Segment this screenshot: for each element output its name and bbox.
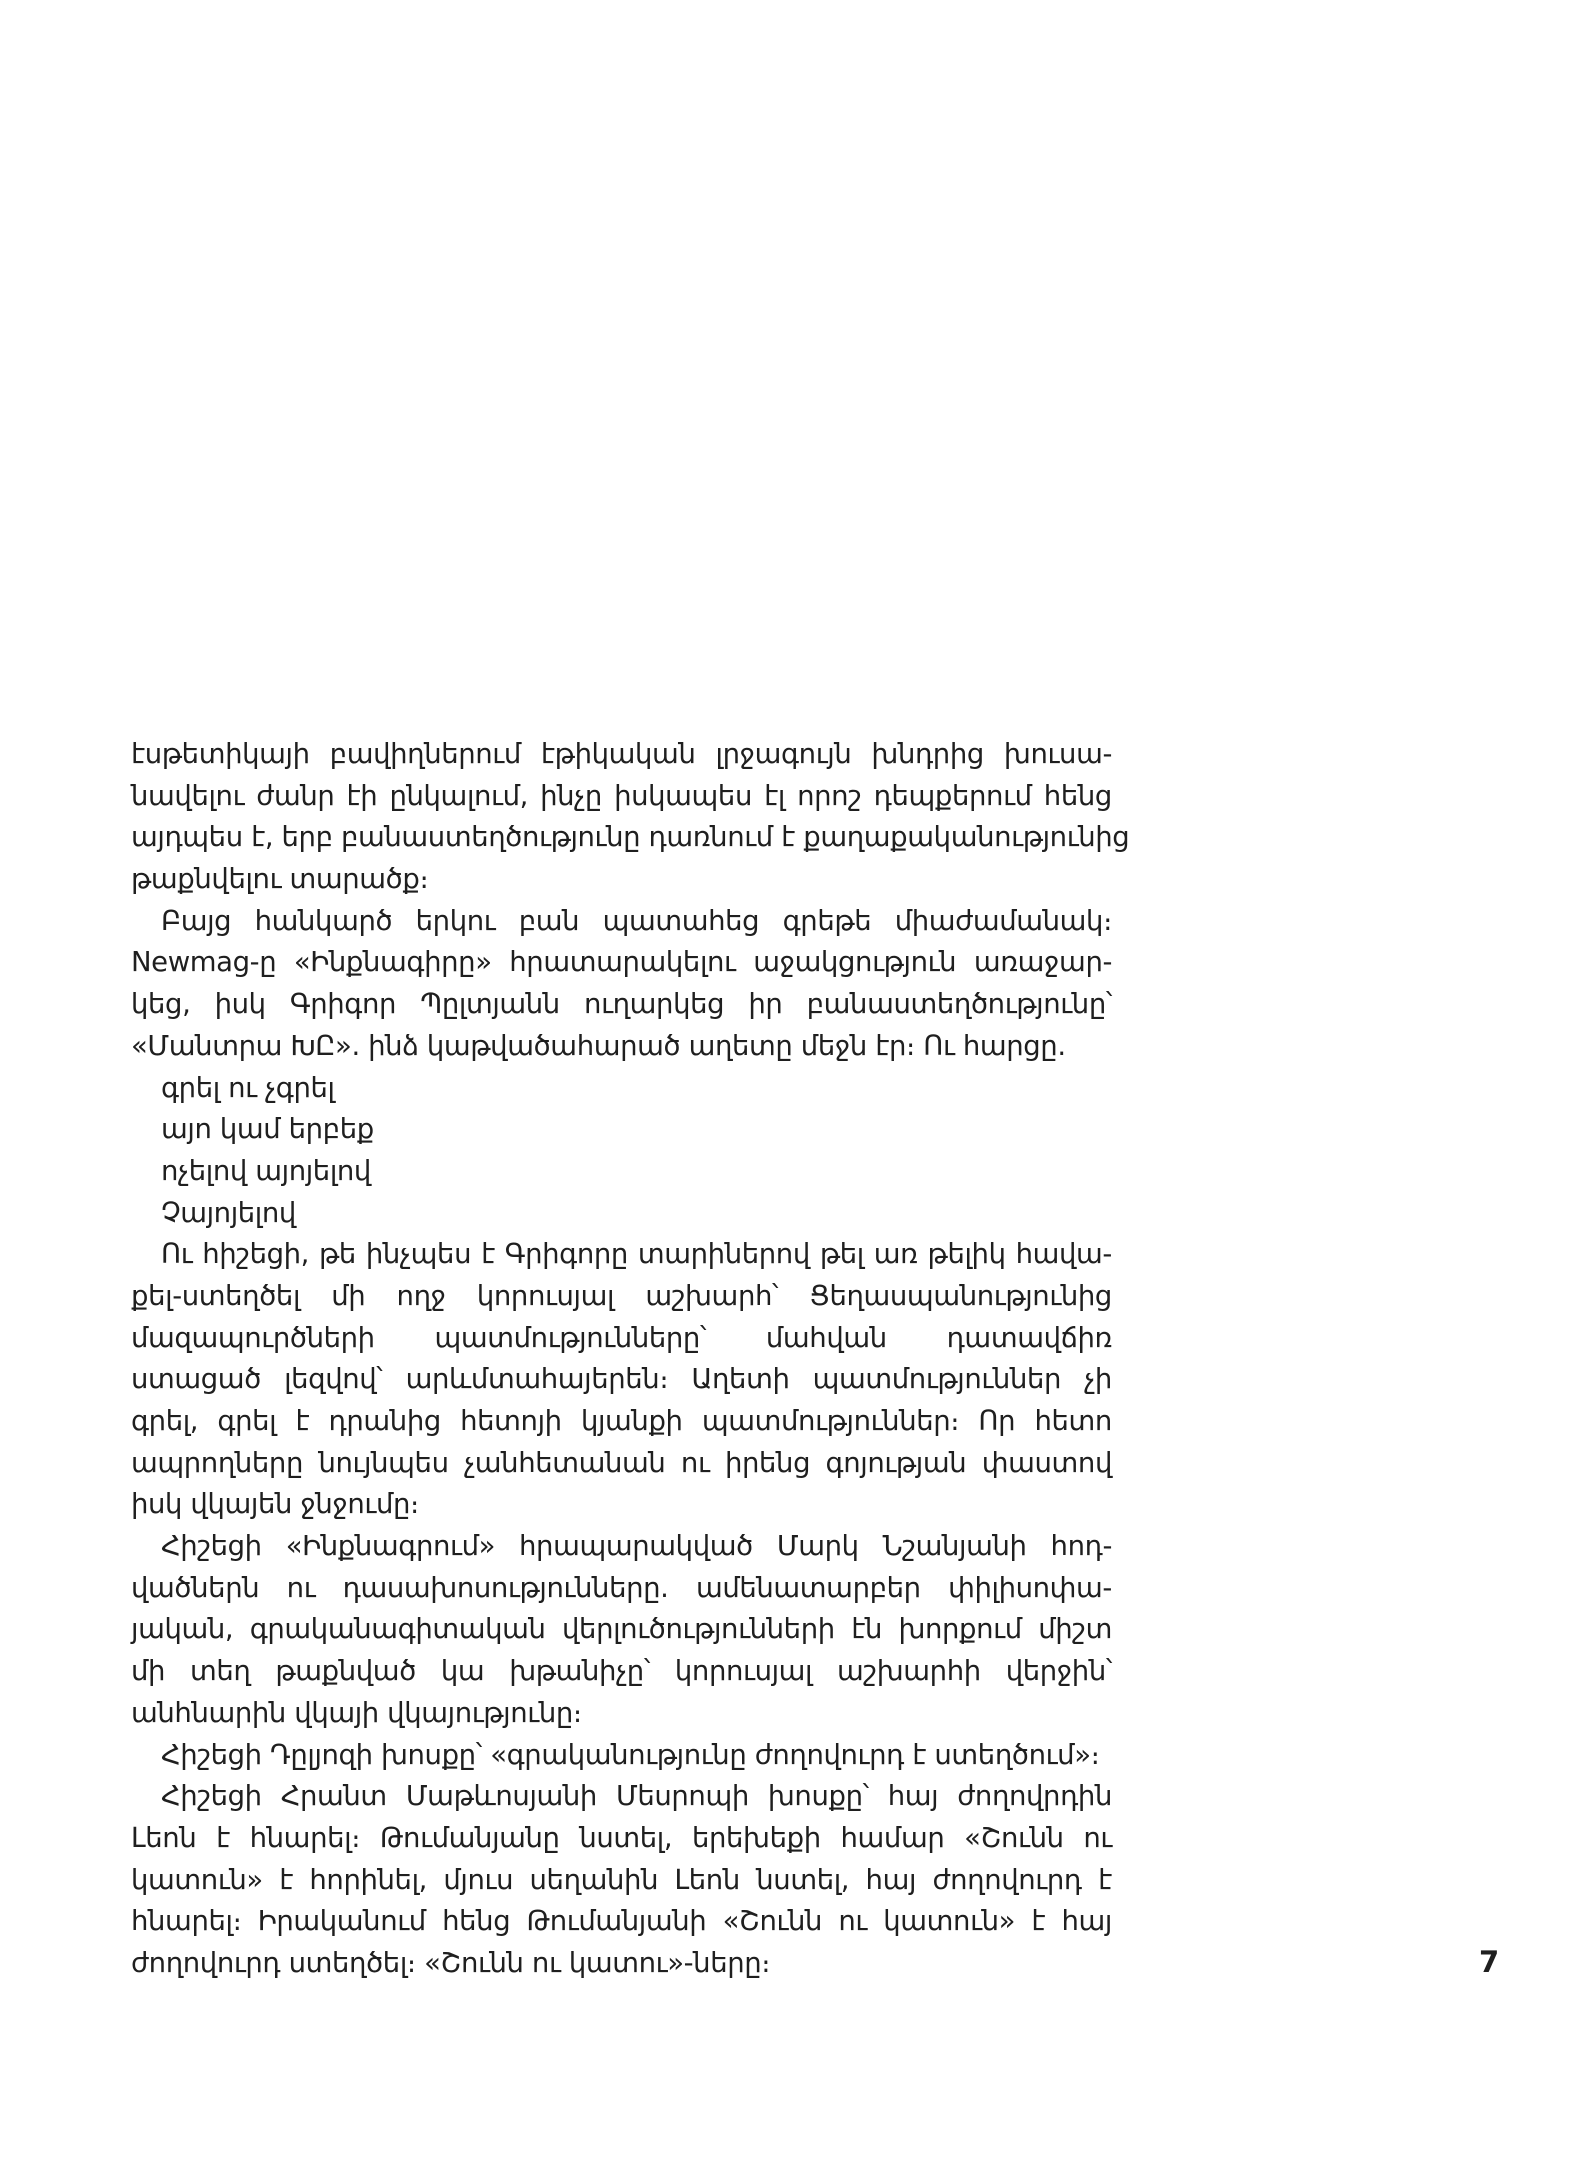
text-line: կատուն» է հորինել, մյուս սեղանին Լեոն նստել, հայ ժողովուրդ է bbox=[131, 1863, 1112, 1896]
text-line: քել-ստեղծել մի ողջ կորուսյալ աշխարհ՝ Ցեղասպանությունից bbox=[131, 1279, 1112, 1312]
text-line: նավելու ժանր էի ընկալում, ինչը իսկապես էլ որոշ դեպքերում հենց bbox=[131, 779, 1112, 812]
text-line: Հիշեցի Հրանտ Մաթևոսյանի Մեսրոպի խոսքը՝ հայ ժողովրդին bbox=[161, 1780, 1112, 1813]
text-line: Լեոն է հնարել։ Թումանյանը նստել, երեխեքի համար «Շունն ու bbox=[131, 1821, 1112, 1854]
text-line: ժողովուրդ ստեղծել։ «Շունն ու կատու»-ները։ bbox=[131, 1946, 771, 1979]
page-number: 7 bbox=[1479, 1945, 1500, 1979]
text-line: ստացած լեզվով՝ արևմտահայերեն։ Աղետի պատմություններ չի bbox=[131, 1363, 1112, 1396]
text-line: վածներն ու դասախոսությունները. ամենատարբեր փիլիսոփա- bbox=[131, 1571, 1112, 1604]
text-line: կեց, իսկ Գրիգոր Պըլտյանն ուղարկեց իր բանաստեղծությունը՝ bbox=[131, 988, 1112, 1021]
text-line: էսթետիկայի բավիղներում էթիկական լրջագույն խնդրից խուսա- bbox=[131, 738, 1112, 770]
text-line: Չայոյելով bbox=[161, 1196, 296, 1229]
text-line: իսկ վկայեն ջնջումը։ bbox=[131, 1488, 419, 1521]
text-line: գրել, գրել է դրանից հետոյի կյանքի պատմություններ։ Որ հետո bbox=[131, 1405, 1112, 1437]
text-line: մազապուրծների պատմությունները՝ մահվան դատավճիռ bbox=[131, 1321, 1112, 1354]
text-line: Հիշեցի «Ինքնագրում» հրապարակված Մարկ Նշանյանի հոդ- bbox=[161, 1530, 1112, 1563]
text-line: ապրողները նույնպես չանհետանան ու իրենց գոյության փաստով bbox=[131, 1446, 1112, 1479]
text-line: ոչելով այոյելով bbox=[161, 1154, 371, 1187]
text-line: այո կամ երբեք bbox=[161, 1113, 374, 1146]
text-line: Հիշեցի Դըլյոզի խոսքը՝ «գրականությունը ժողովուրդ է ստեղծում»։ bbox=[161, 1738, 1100, 1771]
text-line: գրել ու չգրել bbox=[161, 1071, 335, 1104]
text-line: Newmag-ը «Ինքնագիրը» հրատարակելու աջակցություն առաջար- bbox=[131, 946, 1112, 979]
text-line: հնարել։ Իրականում հենց Թումանյանի «Շունն ու կատուն» է հայ bbox=[131, 1905, 1112, 1938]
text-line: այդպես է, երբ բանաստեղծությունը դառնում է քաղաքականությունից bbox=[131, 821, 1130, 854]
text-line: Բայց հանկարծ երկու բան պատահեց գրեթե միաժամանակ։ bbox=[161, 904, 1112, 937]
text-line: թաքնվելու տարածք։ bbox=[131, 863, 429, 896]
text-line: յական, գրականագիտական վերլուծությունների էն խորքում միշտ bbox=[131, 1613, 1112, 1646]
text-block bbox=[131, 734, 1130, 1985]
text-line: անհնարին վկայի վկայությունը։ bbox=[131, 1696, 582, 1729]
text-line: Ու հիշեցի, թե ինչպես է Գրիգորը տարիներով թել առ թելիկ հավա- bbox=[161, 1238, 1112, 1271]
text-line: «Մանտրա ԽԸ». ինձ կաթվածահարած աղետը մեջն էր։ Ու հարցը. bbox=[131, 1029, 1066, 1062]
text-line: մի տեղ թաքնված կա խթանիչը՝ կորուսյալ աշխարհի վերջին՝ bbox=[131, 1655, 1112, 1688]
